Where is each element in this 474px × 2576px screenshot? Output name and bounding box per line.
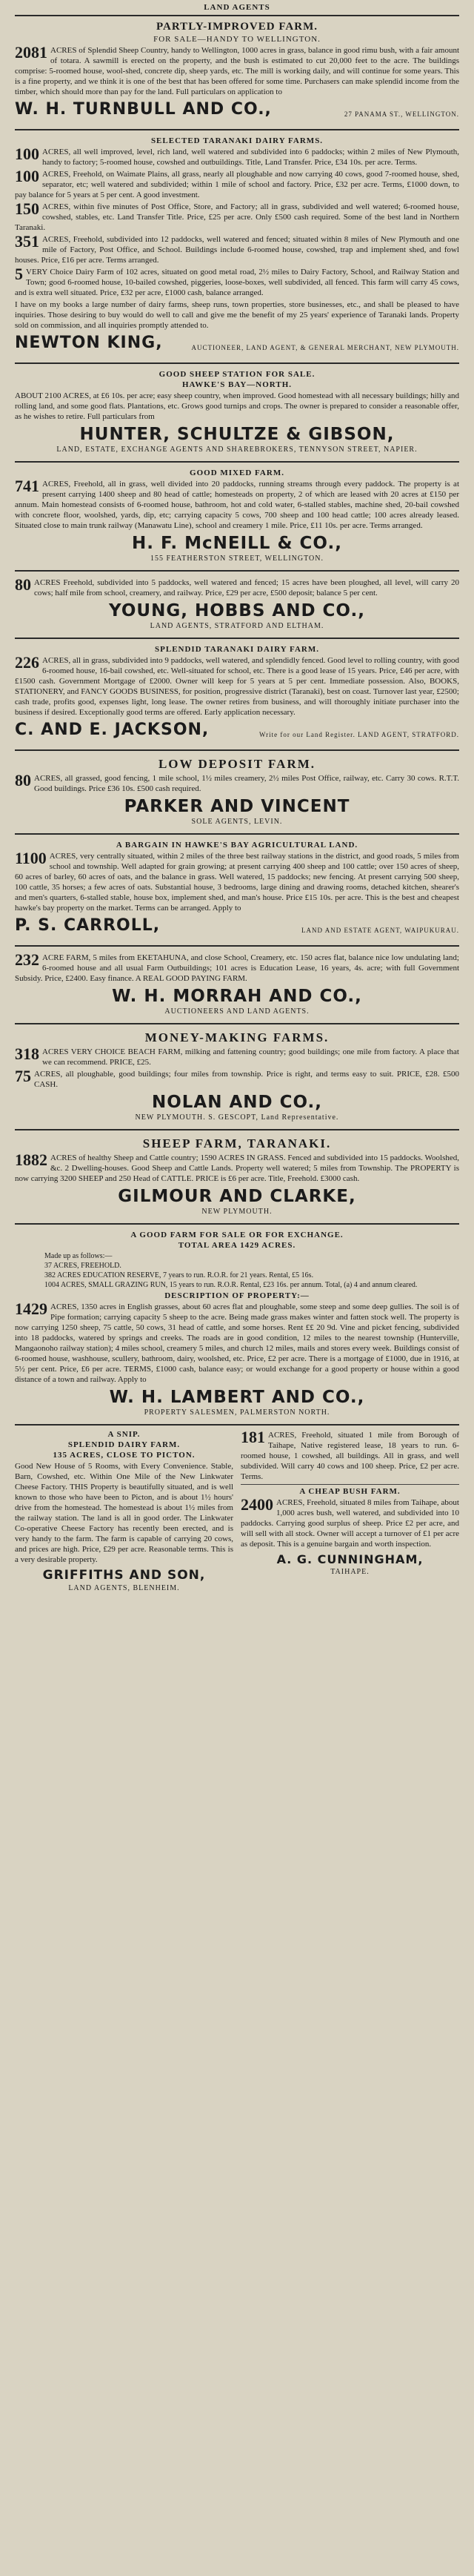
ad5-body: ACRES Freehold, subdivided into 5 paddocks, well watered and fenced; 15 acres have been ploughed, all level, will carry 20 cows; half mile from school, creamery, and railway. Price, £29 per acre, £500 deposit; balance 5 per cent. [34,578,459,597]
ad2-item: 5 VERY Choice Dairy Farm of 102 acres, situated on good metal road, 2½ miles to Dairy Factory, School, and Railway Station and Town; good 6-roomed house, 10-bailed cowshed, piggeries, loose-boxes, well subdivided, all fenced. This farm will carry 45 cows, and is extra well situated. Price, £32 per acre, £1000 cash, balance arranged. [15,265,459,297]
ad-selected-taranaki [15,133,459,360]
ad1-address: 27 PANAMA ST., WELLINGTON. [344,110,459,118]
ad6-heading: SPLENDID TARANAKI DAIRY FARM. [155,645,319,654]
ad-two-column [15,1428,459,1592]
ad6-number: 226 [15,653,39,672]
ad-hawkes-bay-bargain [15,838,459,942]
ad1-sub: FOR SALE—HANDY TO WELLINGTON. [153,35,321,44]
ad9-body: ACRE FARM, 5 miles from EKETAHUNA, and close School, Creamery, etc. 150 acres flat, balance nice low undulating land; 6-roomed house and all usual Farm Outbuildings; 101 acres is Education Lease, 16 years, 4s. acre; with full Government Subsidy. Price, £2400. Easy finance. A REAL GOOD PAYING FARM. [15,953,459,983]
ad-sheep-farm-taranaki [15,1133,459,1220]
ad-good-mixed-farm [15,466,459,567]
ad13-left-body: Good New House of 5 Rooms, with Every Convenience. Stable, Barn, Cowshed, etc. Within One Mile of the New Linkwater Cheese Factory. THIS Property is beautifully situated, and is well known to those who have been to Picton, and is about 1½ hours' drive from the homestead. The homestead is about 1½ miles from the railway station. The land is all in good order. The Linkwater Co-operative Cheese Factory has recently been erected, and is very handy to the farm. The farm is capable of carrying 20 cows, and prices are high. Price, £29 per acre. Reasonable terms. This is a very desirable property. [15,1462,233,1564]
ad2-item: 150 ACRES, within five minutes of Post Office, Store, and Factory; all in grass, subdivided and well watered; 6-roomed house, cowshed, stables, etc. Land Transfer Title. Price, £25 per acre. Only £500 cash required. Some of the best land in Northern Taranaki. [15,199,459,232]
ad7-firm: PARKER AND VINCENT [124,797,350,816]
ad2-note: I have on my books a large number of dairy farms, sheep runs, town properties, store businesses, etc., and shall be pleased to have inquiries. Those desiring to buy would do well to call and give me the benefit of my 25 years' experience of Taranaki lands. Property sold on commission, and all inquiries promptly attended to. [15,300,459,330]
ad2-firm-desc: AUCTIONEER, LAND AGENT, & GENERAL MERCHANT, NEW PLYMOUTH. [191,344,459,351]
ad11-firm-desc: NEW PLYMOUTH. [201,1208,273,1216]
ad9-firm: W. H. MORRAH AND CO., [112,987,362,1006]
ad4-number: 741 [15,477,39,495]
ad3-sub: HAWKE'S BAY—NORTH. [181,380,292,389]
ad12-heading: A GOOD FARM FOR SALE OR FOR EXCHANGE. [130,1231,344,1239]
ad4-address: 155 FEATHERSTON STREET, WELLINGTON. [150,554,324,563]
ad-farm-for-exchange [15,1228,459,1421]
ad13-left [15,1428,233,1592]
ad-80-acres [15,575,459,635]
ad5-firm: YOUNG, HOBBS AND CO., [109,601,365,620]
ad2-item: 100 ACRES, all well improved, level, rich land, well watered and subdivided into 6 paddocks; within 2 miles of New Plymouth, handy to factory; 5-roomed house, cowshed and outbuildings. Title, Land Transfer. Price, £34 10s. per acre. Terms. [15,145,459,167]
ad12-detail: Made up as follows:— [44,1252,113,1260]
ad1-number: 2081 [15,43,47,62]
ad6-firm: C. AND E. JACKSON, [15,721,210,739]
ad13-right-head2: A CHEAP BUSH FARM. [299,1487,401,1496]
ad4-body: ACRES, Freehold, all in grass, well divided into 20 paddocks, running streams through every paddock. The property is at present carrying 1400 sheep and 80 head of cattle; homesteads on property, 2 of which are leased with 20 acres at £150 per annum. Main homestead consists of 6-roomed house, bathroom, hot and cold water, 6-stalled stables, machine shed, 20-bail cowshed with concrete floor, woolshed, yards, dip, etc; carrying capacity 5 cows, 700 sheep and 100 head cattle; 100 acres already leased. Situated close to main trunk railway (Manawatu Line), school and creamery 1 mile. Price, £11 10s. per acre. Terms arranged. [15,480,459,530]
ad1-heading: PARTLY-IMPROVED FARM. [156,21,318,33]
ad-money-making [15,1027,459,1126]
ad9-firm-desc: AUCTIONEERS AND LAND AGENTS. [164,1007,310,1016]
ad1-body: ACRES of Splendid Sheep Country, handy to Wellington, 1000 acres in grass, balance in good rimu bush, with a fair amount of totara. A sawmill is erected on the property, and the bush is estimated to cut 20,000 feet to the acre. The buildings comprise: 5-roomed house, wool-shed, concrete dip, sheep yards, etc. The mill is working daily, and will continue for some years. This is a fine property, and we think it is one of the best that has been offered for some time. Purchasers can make splendid income from the timber, which should more than pay for the land. Full particulars on application to [15,46,459,96]
ad-splendid-taranaki [15,642,459,746]
ad3-firm: HUNTER, SCHULTZE & GIBSON, [79,425,395,444]
ad13-right [241,1428,459,1592]
ad13-right-num1: 181 [241,1428,265,1446]
ad13-left-top: A SNIP. [107,1430,141,1439]
ad5-firm-desc: LAND AGENTS, STRATFORD AND ELTHAM. [150,622,324,630]
ad2-firm: NEWTON KING, [15,334,163,352]
ad3-body: ABOUT 2100 ACRES, at £6 10s. per acre; easy sheep country, when improved. Good homestead with all necessary buildings; hilly and rolling land, and some good flats. Plantations, etc. Grows good turnips and crops. The owner is prepared to consider a reasonable offer, as he wishes to retire. Full particulars from [15,391,459,421]
ad8-number: 1100 [15,849,47,867]
ad13-right-text2: ACRES, Freehold, situated 8 miles from Taihape, about 1,000 acres bush, well watered, and subdivided into 10 paddocks. Carrying good surplus of sheep. Price £2 per acre, and will sell with all stock. Owner will accept a turnover of £1 per acre as deposit. This is a genuine bargain and worth inspection. [241,1498,459,1549]
ad13-right-text1: ACRES, Freehold, situated 1 mile from Borough of Taihape, Native registered lease, 18 years to run. 6-roomed house, 1 cowshed, all buildings. All in grass, and well subdivided. Will carry 40 cows and 100 sheep. Price, £2 per acre. Terms. [241,1431,459,1481]
ad10-item: 75 ACRES, all ploughable, good buildings; four miles from township. Price is right, and terms easy to suit. PRICE, £28. £500 CASH. [15,1067,459,1089]
ad6-body: ACRES, all in grass, subdivided into 9 paddocks, well watered, and splendidly fenced. Good level to rolling country, with good 6-roomed house, 16-bail cowshed, etc. Well-situated for school, etc. There is a good lease of 15 years. Price, £46 per acre, with £1500 cash. Government Mortgage of £2000. Owner will keep for 5 years at 5 per cent. Immediate possession. Also, BOOKS, STATIONERY, and FANCY GOODS BUSINESS, for position, progressive district (Taranaki), best on coast. Turnover last year, £2500; cash trade, profits good, expenses light, long lease. The owner retires from business, and will thoroughly initiate purchaser into the business if desired. Exceptionally good terms are offered. Early application necessary. [15,656,459,717]
ad6-firm-desc: Write for our Land Register. LAND AGENT, STRATFORD. [259,731,459,738]
ad12-detail: 382 ACRES EDUCATION RESERVE, 7 years to run. R.O.R. for 21 years. Rental, £5 16s. [44,1271,314,1279]
ad7-heading: LOW DEPOSIT FARM. [158,757,316,771]
newspaper-page [7,0,467,1595]
ad2-item: 100 ACRES, Freehold, on Waimate Plains, all grass, nearly all ploughable and now carrying 40 cows, good 7-roomed house, shed, separator, etc; well watered and subdivided; within 1 mile of school and factory. Price, £32 per acre. Terms, £1000 down, to pay balance for 5 years at 5 per cent. A good investment. [15,167,459,199]
ad2-item: 351 ACRES, Freehold, subdivided into 12 paddocks, well watered and fenced; situated within 8 miles of New Plymouth and one mile of Factory, Post Office, and School. Buildings include 6-roomed house, cowshed, trap and implement shed, and fowl houses. Price, £16 per acre. Terms arranged. [15,232,459,265]
ad10-firm: NOLAN AND CO., [151,1093,323,1112]
ad12-firm-desc: PROPERTY SALESMEN, PALMERSTON NORTH. [144,1408,330,1417]
ad3-firm-desc: LAND, ESTATE, EXCHANGE AGENTS AND SHAREBROKERS, TENNYSON STREET, NAPIER. [56,446,418,454]
ad12-firm: W. H. LAMBERT AND CO., [109,1388,365,1407]
ad10-firm-desc: NEW PLYMOUTH. S. GESCOPT, Land Representative. [135,1113,339,1122]
ad12-sub: TOTAL AREA 1429 ACRES. [178,1241,296,1250]
ad12-description-head: DESCRIPTION OF PROPERTY:— [164,1291,310,1300]
ad10-item: 318 ACRES VERY CHOICE BEACH FARM, milking and fattening country; good buildings; one mile from factory. A place that we can recommend. PRICE, £25. [15,1044,459,1067]
ad-232-acre-farm [15,950,459,1020]
ad12-detail: 1004 ACRES, SMALL GRAZING RUN, 15 years to run. R.O.R. Rental, £23 16s. per annum. Total, (a) 4 and annum cleared. [44,1281,418,1289]
ad13-left-heading: SPLENDID DAIRY FARM. [67,1440,181,1449]
ad13-left-sub: 135 ACRES, CLOSE TO PICTON. [53,1451,196,1460]
ad-good-sheep-station [15,367,459,458]
ad9-number: 232 [15,950,39,969]
ad12-detail: 37 ACRES, FREEHOLD. [44,1262,121,1270]
ad2-heading: SELECTED TARANAKI DAIRY FARMS. [150,136,324,145]
ad12-body: ACRES, 1350 acres in English grasses, about 60 acres flat and ploughable, some steep and some deep gullies. The soil is of Pipe formation; carrying capacity 5 sheep to the acre. Being made grass makes winter and fatten stock well. The property is now carrying 1250 sheep, 75 cattle, 50 cows, 31 head of cattle, and some horses. Rent ££ 20 9d. Vine and picket fencing, subdivided into 18 paddocks, watered by springs and creeks. The roads are in good condition, 12 miles to the nearest township (Hunterville, Mangaonoho railway station); 4 miles school, creamery 5 miles, and church 12 miles, mails and stores every week. Buildings consist of 6-roomed house, washhouse, scullery, bathroom, dairy, woolshed, etc. Price, £2 per acre. There is a mortgage of £1000, due in 1916, at 5½ per cent. Price, £6 per acre. TERMS, £1000 cash, balance easy; or would exchange for a good property or house within a good distance of a town and railway. Apply to [15,1302,459,1384]
ad13-right-firm: A. G. CUNNINGHAM, [276,1552,424,1566]
ad7-firm-desc: SOLE AGENTS, LEVIN. [191,818,283,826]
ad-partly-improved-farm [15,19,459,126]
ad11-number: 1882 [15,1150,47,1169]
ad8-heading: A BARGAIN IN HAWKE'S BAY AGRICULTURAL LAND. [116,841,358,850]
ad12-number: 1429 [15,1299,47,1318]
ad3-heading: GOOD SHEEP STATION FOR SALE. [158,370,316,379]
ad1-firm: W. H. TURNBULL AND CO., [15,100,272,119]
ad13-left-firm: GRIFFITHS AND SON, [42,1568,206,1583]
ad13-right-num2: 2400 [241,1495,273,1514]
ad4-heading: GOOD MIXED FARM. [190,468,284,477]
page-top: LAND AGENTS [204,3,270,12]
ad7-body: ACRES, all grassed, good fencing, 1 mile school, 1½ miles creamery, 2½ miles Post Office, railway, etc. Carry 30 cows. R.T.T. Good buildings. Price £36 10s. £500 cash required. [34,774,459,793]
ad8-firm: P. S. CARROLL, [15,916,161,935]
ad13-right-firm-desc: TAIHAPE. [330,1568,370,1576]
ad-low-deposit [15,754,459,830]
ad8-firm-desc: LAND AND ESTATE AGENT, WAIPUKURAU. [301,927,459,934]
ad10-heading: MONEY-MAKING FARMS. [144,1030,330,1044]
ad4-firm: H. F. McNEILL & CO., [132,534,342,553]
ad7-number: 80 [15,771,31,789]
ad8-body: ACRES, very centrally situated, within 2 miles of the three best railway stations in the district, and good roads, 5 miles from school and township. Well adapted for grain growing; at present carrying 400 sheep and 100 cattle; over 150 acres of sheep, 60 acres of barley, 60 acres of oats, and the balance in grass. Well watered, 15 paddocks; new fencing. At present carrying 500 sheep, 100 cattle, 35 horses; a few acres of oats. Substantial house, 3 bedrooms, large dining and drawing rooms, detached kitchen, shearer's and men's quarters, 6-stalled stable, house box, implement shed, and man's house. Price £15 10s. per acre. This is the best and cheapest hawke's bay property on the market. Terms can be arranged. Apply to [15,852,459,913]
ad11-body: ACRES of healthy Sheep and Cattle country; 1590 ACRES IN GRASS. Fenced and subdivided into 15 paddocks. Woolshed, &c. 2 Dwelling-houses. Good Sheep and Cattle Lands. Property well watered; 5 miles from Township. The PROPERTY is now carrying 3200 SHEEP and 250 Head of CATTLE. PRICE is £6 per acre. Title, Freehold. £3000 cash. [15,1153,459,1183]
ad13-left-firm-desc: LAND AGENTS, BLENHEIM. [68,1584,180,1592]
ad11-firm: GILMOUR AND CLARKE, [118,1187,356,1206]
ad11-heading: SHEEP FARM, TARANAKI. [142,1136,332,1150]
ad5-number: 80 [15,575,31,594]
